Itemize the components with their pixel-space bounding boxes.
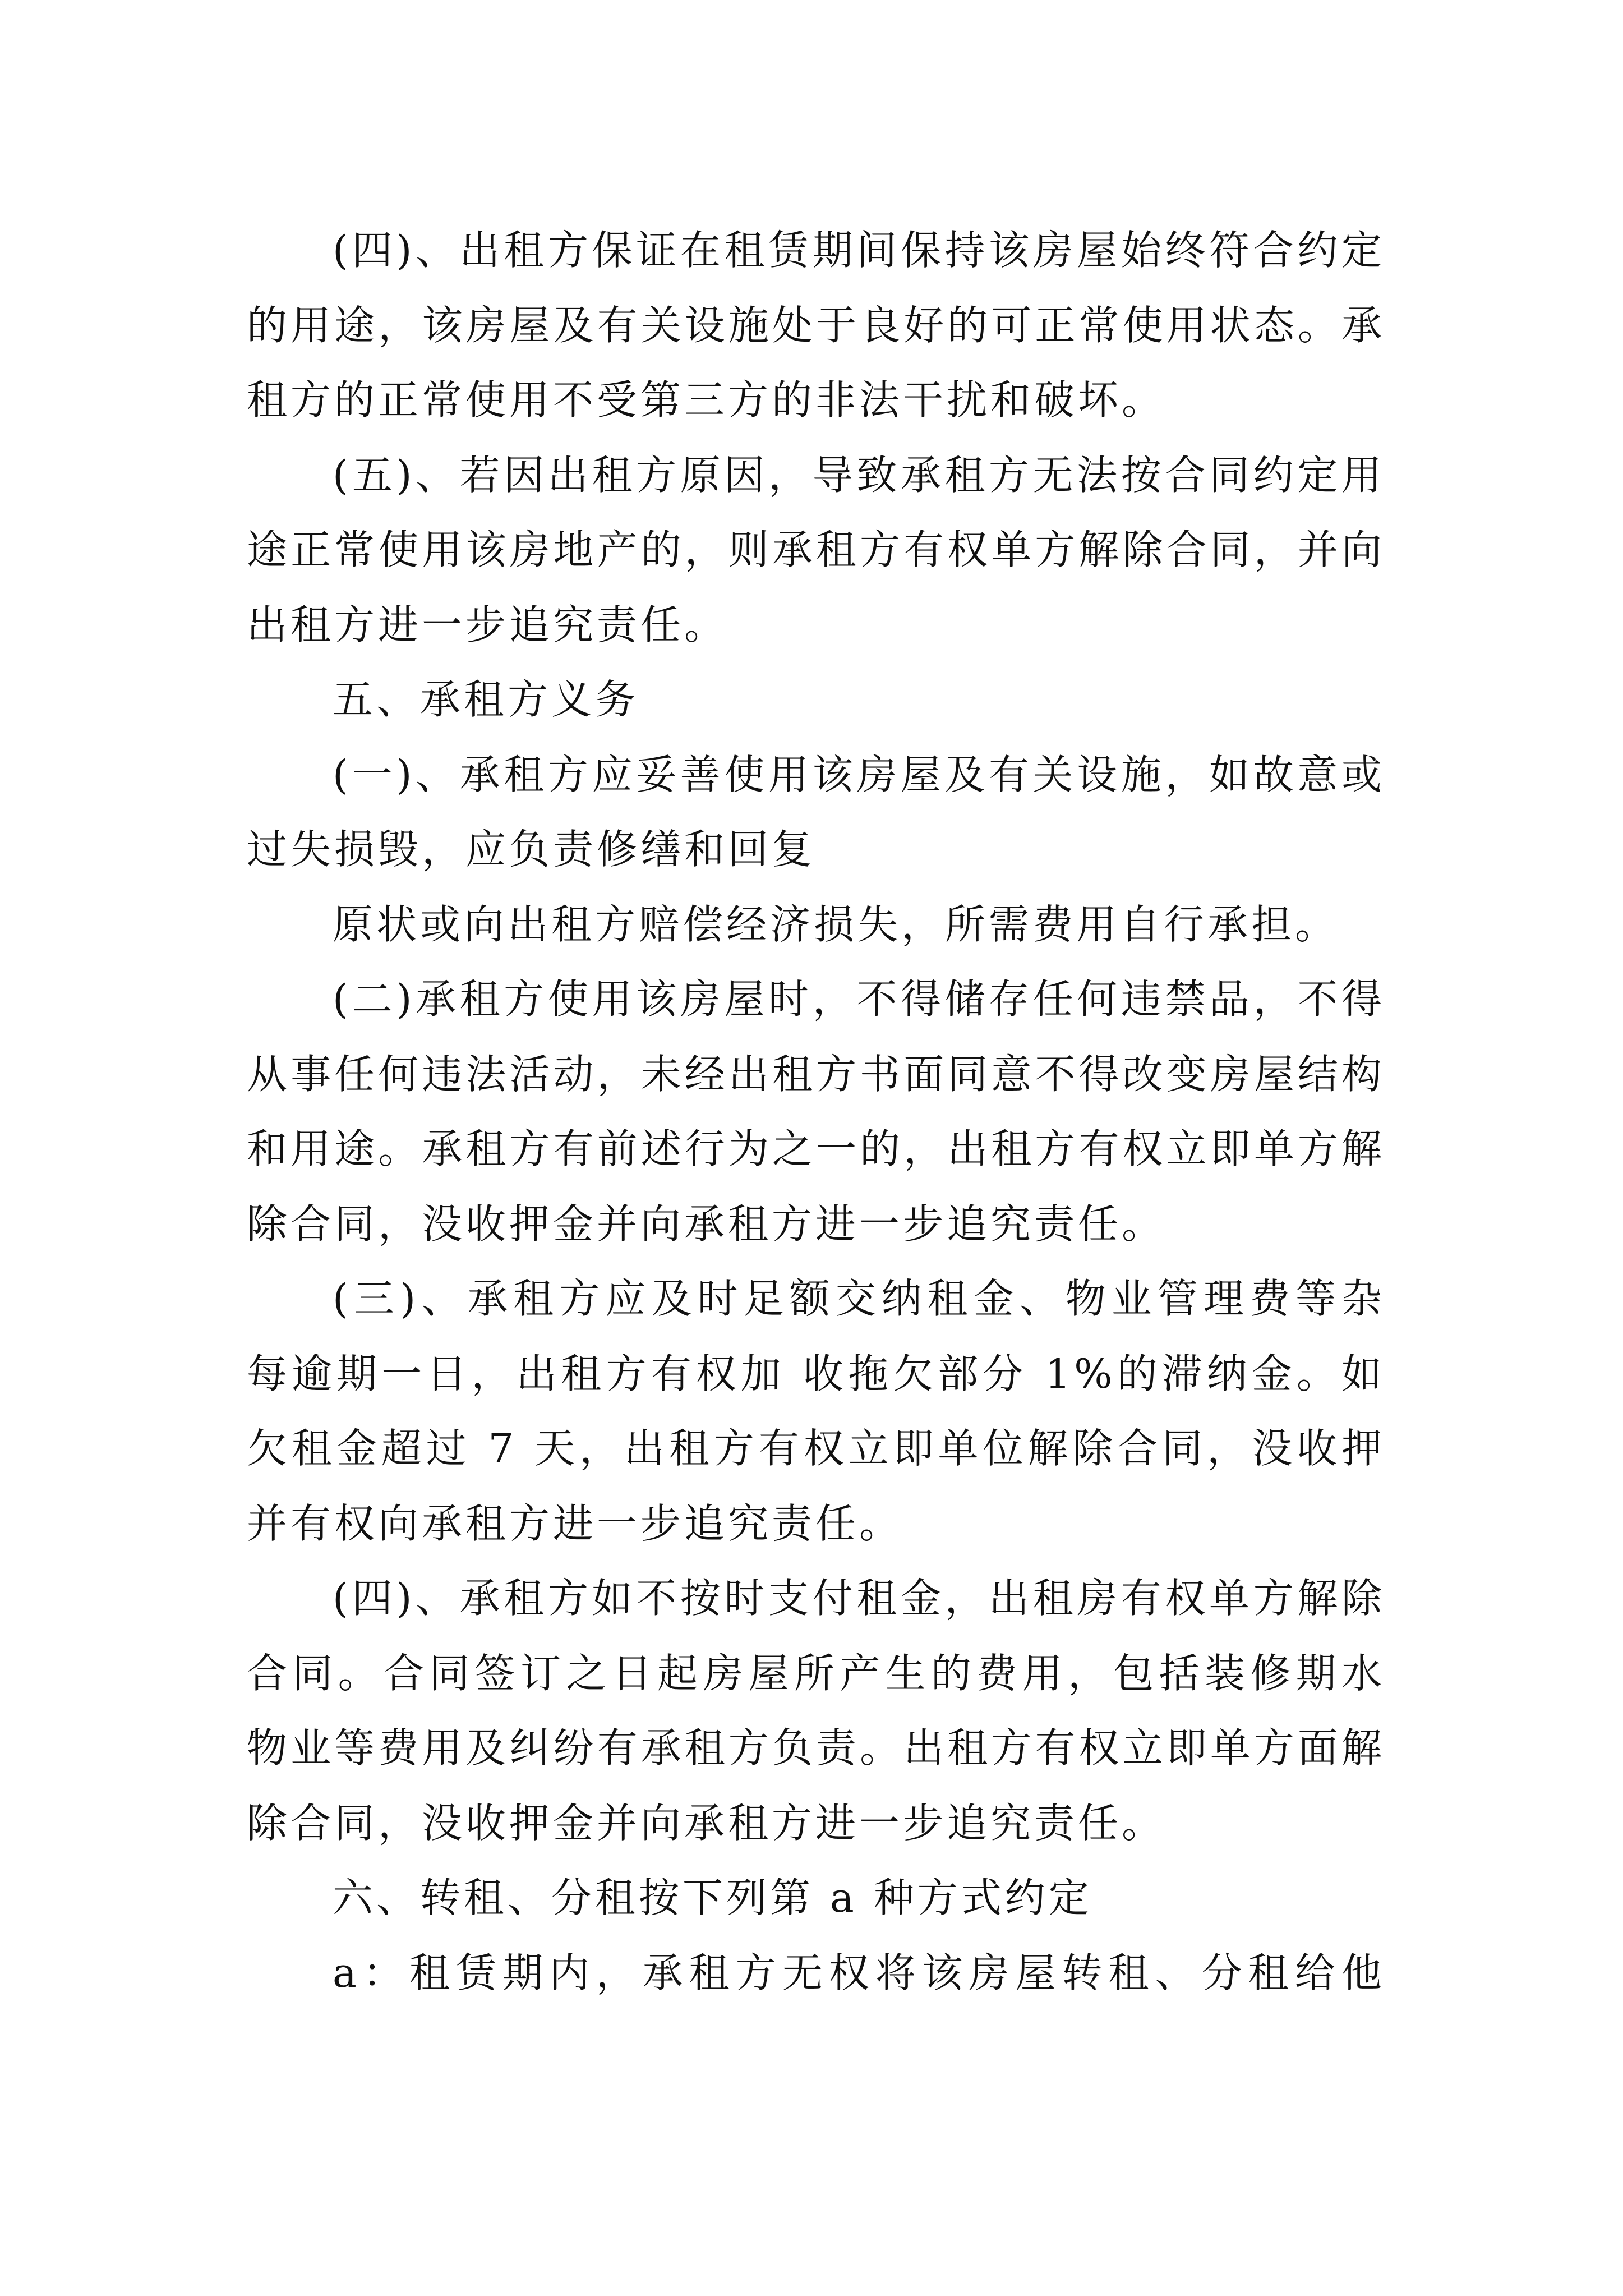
text-line: 除合同，没收押金并向承租方进一步追究责任。 — [247, 1799, 1166, 1847]
text-line: (五)、若因出租方原因，导致承租方无法按合同约定用 — [333, 451, 1385, 499]
text-line: 六、转租、分租按下列第 a 种方式约定 — [333, 1874, 1092, 1921]
text-line: 物业等费用及纠纷有承租方负责。出租方有权立即单方面解 — [247, 1724, 1385, 1772]
text-line: (一)、承租方应妥善使用该房屋及有关设施，如故意或 — [333, 751, 1385, 798]
text-line: 并有权向承租方进一步追究责任。 — [247, 1499, 903, 1547]
text-line: (二)承租方使用该房屋时，不得储存任何违禁品，不得 — [333, 976, 1385, 1023]
text-line: a：租赁期内，承租方无权将该房屋转租、分租给他 — [333, 1949, 1385, 1996]
text-line: 欠租金超过 7 天，出租方有权立即单位解除合同，没收押 — [247, 1425, 1385, 1472]
text-line: 途正常使用该房地产的，则承租方有权单方解除合同，并向 — [247, 526, 1385, 573]
text-line: 过失损毁，应负责修缮和回复 — [247, 826, 816, 873]
text-line: 和用途。承租方有前述行为之一的，出租方有权立即单方解 — [247, 1125, 1385, 1172]
text-line: 原状或向出租方赔偿经济损失，所需费用自行承担。 — [333, 900, 1339, 948]
text-line: 除合同，没收押金并向承租方进一步追究责任。 — [247, 1200, 1166, 1248]
text-line: 合同。合同签订之日起房屋所产生的费用，包括装修期水 — [247, 1649, 1385, 1697]
text-line: (四)、出租方保证在租赁期间保持该房屋始终符合约定 — [333, 227, 1385, 274]
text-line: 从事任何违法活动，未经出租方书面同意不得改变房屋结构 — [247, 1050, 1385, 1098]
text-line: 租方的正常使用不受第三方的非法干扰和破坏。 — [247, 376, 1166, 424]
text-line: (四)、承租方如不按时支付租金，出租房有权单方解除 — [333, 1575, 1385, 1622]
text-line: 五、承租方义务 — [333, 676, 639, 723]
text-line: 出租方进一步追究责任。 — [247, 601, 728, 648]
text-line: 每逾期一日，出租方有权加 收拖欠部分 1%的滞纳金。如 — [247, 1350, 1385, 1397]
text-line: (三)、承租方应及时足额交纳租金、物业管理费等杂 — [333, 1275, 1385, 1322]
text-line: 的用途，该房屋及有关设施处于良好的可正常使用状态。承 — [247, 301, 1385, 349]
document-body — [247, 213, 1385, 2010]
